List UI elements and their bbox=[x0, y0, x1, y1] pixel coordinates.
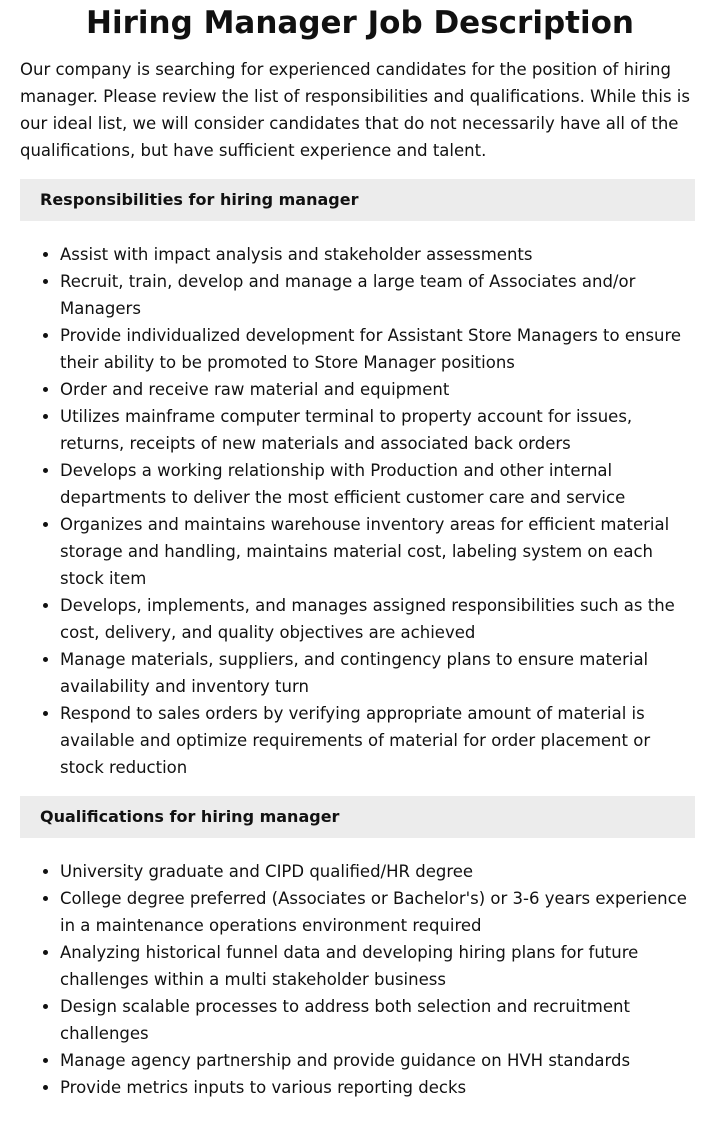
list-item: • Assist with impact analysis and stakeholder assessments bbox=[60, 241, 695, 268]
list-item: • Manage agency partnership and provide guidance on HVH standards bbox=[60, 1047, 695, 1074]
intro-text: Our company is searching for experienced candidates for the position of hiring manager. Please review the list of responsibilities and qualifications. While this is our ideal list, we will consider candidates that do not necessarily have all of the qualifications, but have sufficient experience and talent. bbox=[20, 60, 690, 160]
list-item: • Provide metrics inputs to various reporting decks bbox=[60, 1074, 695, 1101]
list-item: • Organizes and maintains warehouse inventory areas for efficient material storage and handling, maintains material cost, labeling system on each stock item bbox=[60, 511, 695, 592]
section-heading: Qualifications for hiring manager bbox=[20, 796, 695, 838]
list-item: • College degree preferred (Associates or Bachelor's) or 3-6 years experience in a maintenance operations environment required bbox=[60, 885, 695, 939]
list-item: • Develops, implements, and manages assigned responsibilities such as the cost, delivery, and quality objectives are achieved bbox=[60, 592, 695, 646]
section-heading: Responsibilities for hiring manager bbox=[20, 179, 695, 221]
list-item: • Recruit, train, develop and manage a large team of Associates and/or Managers bbox=[60, 268, 695, 322]
page-title: Hiring Manager Job Description bbox=[86, 5, 634, 41]
list-item: • Utilizes mainframe computer terminal to property account for issues, returns, receipts of new materials and associated back orders bbox=[60, 403, 695, 457]
section-list bbox=[20, 241, 695, 781]
list-item: • Manage materials, suppliers, and contingency plans to ensure material availability and inventory turn bbox=[60, 646, 695, 700]
list-item: • Respond to sales orders by verifying appropriate amount of material is available and optimize requirements of material for order placement or stock reduction bbox=[60, 700, 695, 781]
list-item: • Develops a working relationship with Production and other internal departments to deliver the most efficient customer care and service bbox=[60, 457, 695, 511]
list-item: • Provide individualized development for Assistant Store Managers to ensure their ability to be promoted to Store Manager positions bbox=[60, 322, 695, 376]
content bbox=[0, 179, 720, 1101]
section-list bbox=[20, 858, 695, 1101]
list-item: • Design scalable processes to address both selection and recruitment challenges bbox=[60, 993, 695, 1047]
list-item: • Order and receive raw material and equipment bbox=[60, 376, 695, 403]
list-item: • University graduate and CIPD qualified/HR degree bbox=[60, 858, 695, 885]
list-item: • Analyzing historical funnel data and developing hiring plans for future challenges within a multi stakeholder business bbox=[60, 939, 695, 993]
